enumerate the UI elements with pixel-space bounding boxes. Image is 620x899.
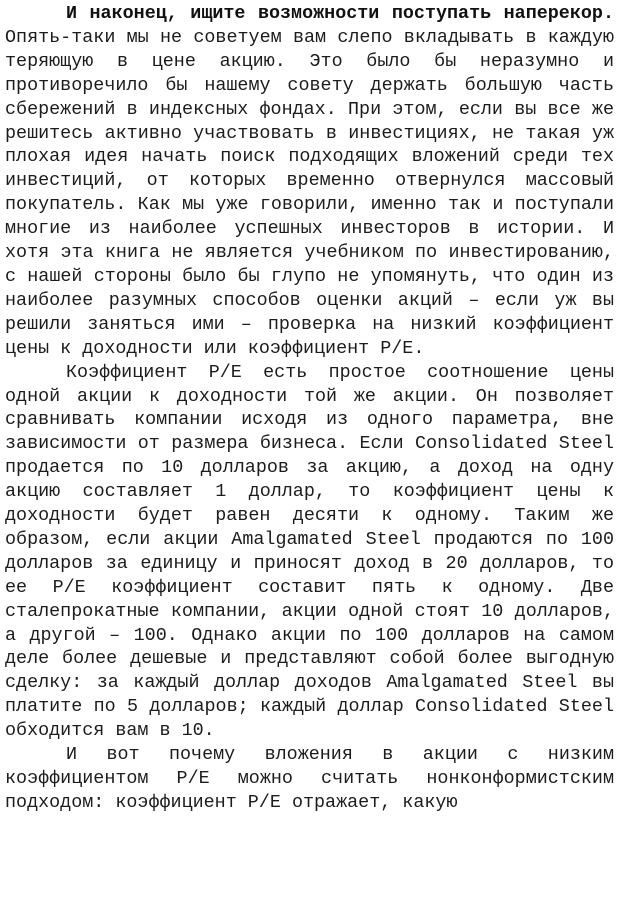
paragraph-lead: И наконец, ищите возможности поступать наперекор. <box>66 3 614 24</box>
paragraph-contrarian <box>5 2 614 361</box>
paragraph-text: Опять-таки мы не советуем вам слепо вкладывать в каждую теряющую в цене акцию. Это было бы неразумно и противоречило бы нашему совету держать большую часть сбережений в индексных фондах. При этом, если вы все же решитесь активно участвовать в инвестициях, не такая уж плохая идея начать поиск подходящих вложений среди тех инвестиций, от которых временно отвернулся массовый покупатель. Как мы уже говорили, именно так и поступали многие из наиболее успешных инвесторов в истории. И хотя эта книга не является учебником по инвестированию, с нашей стороны было бы глупо не упомянуть, что один из наиболее разумных способов оценки акций – если уж вы решили заняться ими – проверка на низкий коэффициент цены к доходности или коэффициент P/E. <box>5 26 614 359</box>
paragraph-nonconformist <box>5 743 614 815</box>
paragraph-text: И вот почему вложения в акции с низким коэффициентом P/E можно считать нонконформистским подходом: коэффициент P/E отражает, какую <box>5 744 614 813</box>
paragraph-text: Коэффициент P/E есть простое соотношение цены одной акции к доходности той же акции. Он позволяет сравнивать компании исходя из одного параметра, вне зависимости от размера бизнеса. Если Consolidated Steel продается по 10 долларов за акцию, а доход на одну акцию составляет 1 доллар, то коэффициент цены к доходности будет равен десяти к одному. Таким же образом, если акции Amalgamated Steel продаются по 100 долларов за единицу и приносят доход в 20 долларов, то ее P/E коэффициент составит пять к одному. Две сталепрокатные компании, акции одной стоят 10 долларов, а другой – 100. Однако акции по 100 долларов на самом деле более дешевые и представляют собой более выгодную сделку: за каждый доллар доходов Amalgamated Steel вы платите по 5 долларов; каждый доллар Consolidated Steel обходится вам в 10. <box>5 361 614 742</box>
paragraph-pe-ratio <box>5 361 614 744</box>
